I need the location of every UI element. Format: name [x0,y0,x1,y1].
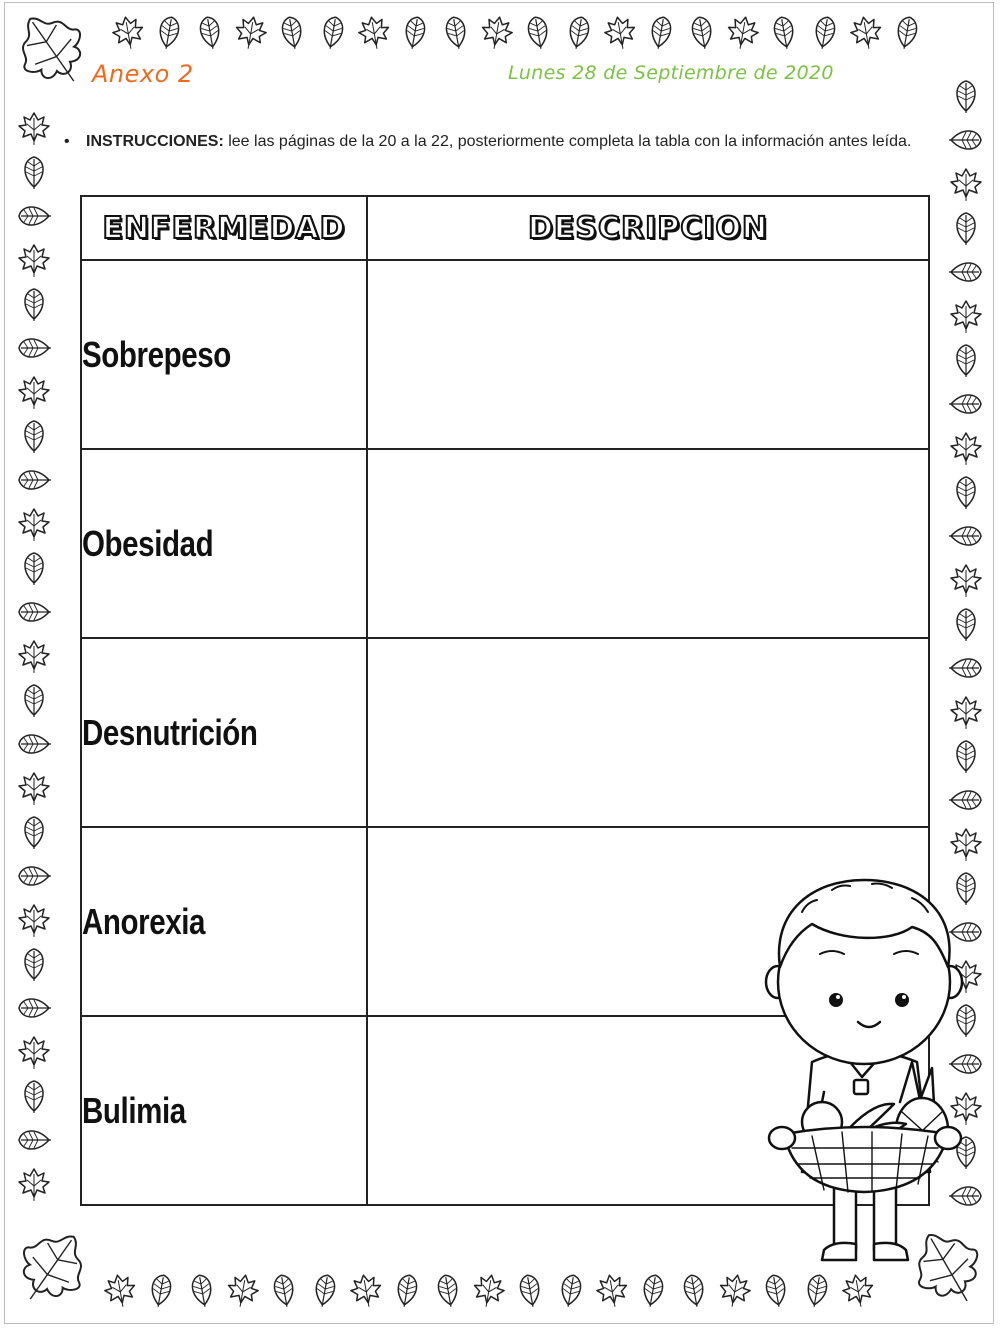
leaf-icon [951,169,981,201]
leaf-icon [19,1169,49,1201]
table-row [81,260,929,449]
leaf-icon [111,15,146,52]
leaf-icon [25,949,43,981]
leaf-icon [25,1081,43,1113]
leaf-icon [595,1273,630,1310]
leaf-icon [19,999,51,1017]
leaf-icon [103,1273,138,1310]
leaf-icon [19,339,51,357]
leaf-icon [949,395,981,413]
term-cell [81,449,367,638]
leaf-icon [949,791,981,809]
leaf-icon [949,263,981,281]
leaf-icon [19,113,49,145]
term-label: Anorexia [82,900,206,942]
leaf-icon [19,377,49,409]
leaf-icon [841,1273,876,1310]
leaf-icon [25,685,43,717]
leaf-icon [951,829,981,861]
leaf-icon [471,1273,506,1310]
leaf-icon [19,509,49,541]
leaf-icon [19,1131,51,1149]
leaf-icon [949,527,981,545]
boy-with-fruit-basket-icon [762,872,982,1272]
leaf-icon [479,15,514,52]
leaf-icon [157,16,180,51]
term-cell [81,827,367,1016]
leaf-icon [19,641,49,673]
description-cell[interactable] [367,638,929,827]
annex-title: Anexo 2 [92,60,194,88]
leaf-icon [567,16,590,51]
table-row [81,449,929,638]
leaf-icon [403,16,426,51]
leaf-icon [19,603,51,621]
term-cell [81,1016,367,1205]
leaf-icon [313,1274,336,1309]
leaf-icon [25,157,43,189]
leaf-icon [273,1274,296,1309]
leaf-icon [19,735,51,753]
leaf-icon [951,565,981,597]
leaf-icon [603,15,638,52]
term-label: Obesidad [82,522,214,564]
leaf-icon [957,345,975,377]
leaf-icon [849,15,884,52]
leaf-icon [773,16,796,51]
bullet-icon: • [64,133,70,150]
table-row [81,638,929,827]
leaf-icon [445,16,468,51]
worksheet-date: Lunes 28 de Septiembre de 2020 [508,62,834,84]
leaf-icon [281,16,304,51]
leaf-icon [191,1274,214,1309]
leaf-icon [765,1274,788,1309]
leaf-icon [691,16,714,51]
leaf-icon [949,131,981,149]
term-cell [81,260,367,449]
description-cell[interactable] [367,449,929,638]
leaf-icon [813,16,836,51]
leaf-icon [395,1274,418,1309]
leaf-icon [25,553,43,585]
leaf-icon [19,905,49,937]
leaf-icon [199,16,222,51]
leaf-icon [321,16,344,51]
leaf-icon [717,1273,752,1310]
leaf-icon [19,1037,49,1069]
leaf-icon [559,1274,582,1309]
term-label: Desnutrición [82,711,258,753]
leaf-icon [649,16,672,51]
leaf-icon [641,1274,664,1309]
term-label: Sobrepeso [82,333,231,375]
leaf-icon [19,245,49,277]
instructions-text: lee las páginas de la 20 a la 22, posteriormente completa la tabla con la información antes leída. [223,133,912,150]
leaf-icon [951,433,981,465]
instructions [64,128,934,155]
instructions-label: INSTRUCCIONES: [86,133,224,150]
leaf-icon [683,1274,706,1309]
leaf-icon [805,1274,828,1309]
leaf-icon [25,289,43,321]
leaf-icon [519,1274,542,1309]
leaf-icon [19,773,49,805]
leaf-icon [349,1273,384,1310]
leaf-icon [957,609,975,641]
leaf-icon [957,741,975,773]
leaf-icon [951,301,981,333]
leaf-icon [149,1274,172,1309]
header-descripcion: DESCRIPCION [367,196,929,260]
leaf-icon [25,817,43,849]
header-enfermedad: ENFERMEDAD [81,196,367,260]
leaf-icon [19,867,51,885]
leaf-icon [25,421,43,453]
leaf-icon [951,697,981,729]
description-cell[interactable] [367,260,929,449]
leaf-icon [527,16,550,51]
leaf-icon [957,213,975,245]
leaf-icon [957,81,975,113]
leaf-icon [233,15,268,52]
leaf-icon [949,659,981,677]
leaf-icon [725,15,760,52]
leaf-icon [357,15,392,52]
leaf-icon [19,207,51,225]
term-label: Bulimia [82,1089,186,1131]
leaf-icon [437,1274,460,1309]
leaf-icon [225,1273,260,1310]
leaf-icon [19,471,51,489]
leaf-icon [895,16,918,51]
term-cell [81,638,367,827]
leaf-icon [957,477,975,509]
table-header-row [81,196,929,260]
